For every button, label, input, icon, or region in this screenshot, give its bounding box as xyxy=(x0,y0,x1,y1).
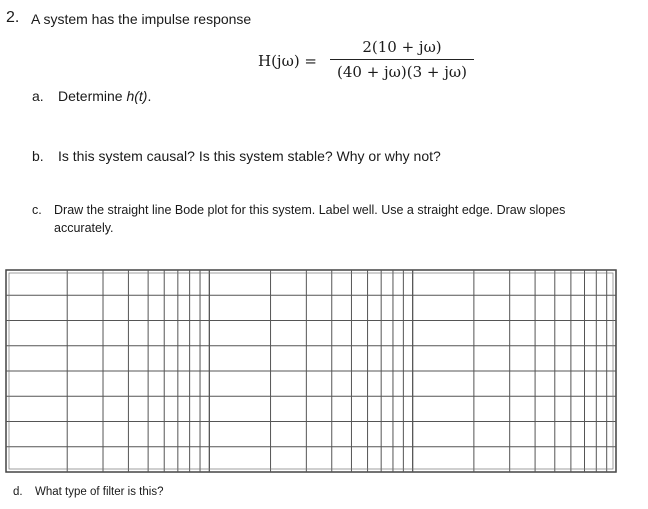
part-d xyxy=(13,486,163,498)
part-a-italic: h(t) xyxy=(126,88,148,104)
equation-denominator: (40 + jω)(3 + jω) xyxy=(336,63,467,81)
question-number: 2. xyxy=(6,9,20,26)
equation-lhs: H(jω) = xyxy=(258,52,318,70)
equation-numerator: 2(10 + jω) xyxy=(362,38,442,56)
part-d-text: What type of filter is this? xyxy=(35,486,164,498)
part-b-text: Is this system causal? Is this system stable? Why or why not? xyxy=(58,148,441,164)
part-a-text: Determine xyxy=(58,88,127,104)
part-c-label: c. xyxy=(32,203,42,217)
part-d-label: d. xyxy=(13,486,23,498)
part-c-line1: Draw the straight line Bode plot for this system. Label well. Use a straight edge. Draw slopes xyxy=(54,203,566,217)
part-c-line2: accurately. xyxy=(54,221,114,235)
question-text: A system has the impulse response xyxy=(31,11,252,27)
part-b-label: b. xyxy=(32,148,44,164)
part-a-label: a. xyxy=(32,88,44,104)
part-a-suffix: . xyxy=(147,88,152,104)
